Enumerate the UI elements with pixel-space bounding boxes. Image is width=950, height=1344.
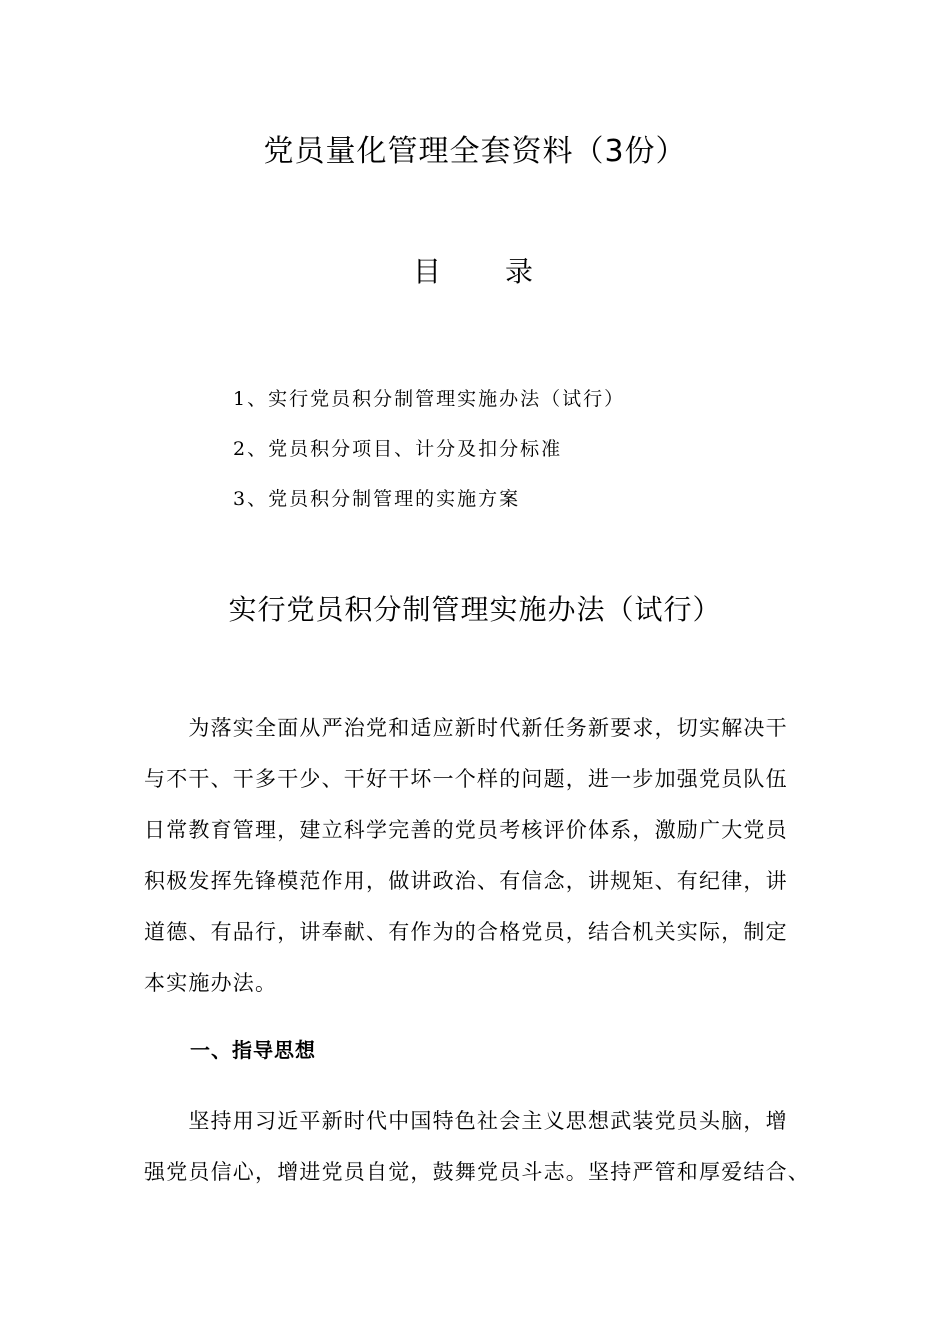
guiding-paragraph	[144, 1096, 810, 1198]
toc-heading	[413, 254, 533, 290]
toc-list	[233, 374, 625, 524]
intro-paragraph	[144, 703, 800, 1009]
paragraph-line: 道德、有品行，讲奉献、有作为的合格党员，结合机关实际，制定	[144, 920, 788, 944]
document-title: 党员量化管理全套资料（3份）	[263, 134, 687, 169]
paragraph-line: 为落实全面从严治党和适应新时代新任务新要求，切实解决干	[144, 716, 788, 740]
toc-heading-char-1: 目	[413, 255, 442, 288]
paragraph-line: 强党员信心，增进党员自觉，鼓舞党员斗志。坚持严管和厚爱结合、	[144, 1160, 810, 1184]
paragraph-line: 与不干、干多干少、干好干坏一个样的问题，进一步加强党员队伍	[144, 767, 788, 791]
paragraph-line: 日常教育管理，建立科学完善的党员考核评价体系，激励广大党员	[144, 818, 788, 842]
toc-item: 2、党员积分项目、计分及扣分标准	[233, 438, 563, 460]
paragraph-line: 积极发挥先锋模范作用，做讲政治、有信念，讲规矩、有纪律，讲	[144, 869, 788, 893]
section-title: 实行党员积分制管理实施办法（试行）	[228, 593, 722, 626]
toc-item: 3、党员积分制管理的实施方案	[233, 488, 521, 510]
subheading-guiding-ideology: 一、指导思想	[190, 1038, 316, 1062]
toc-heading-char-2: 录	[505, 255, 534, 288]
paragraph-line: 本实施办法。	[144, 971, 278, 995]
toc-item: 1、实行党员积分制管理实施办法（试行）	[233, 388, 626, 410]
paragraph-line: 坚持用习近平新时代中国特色社会主义思想武装党员头脑，增	[144, 1109, 788, 1133]
